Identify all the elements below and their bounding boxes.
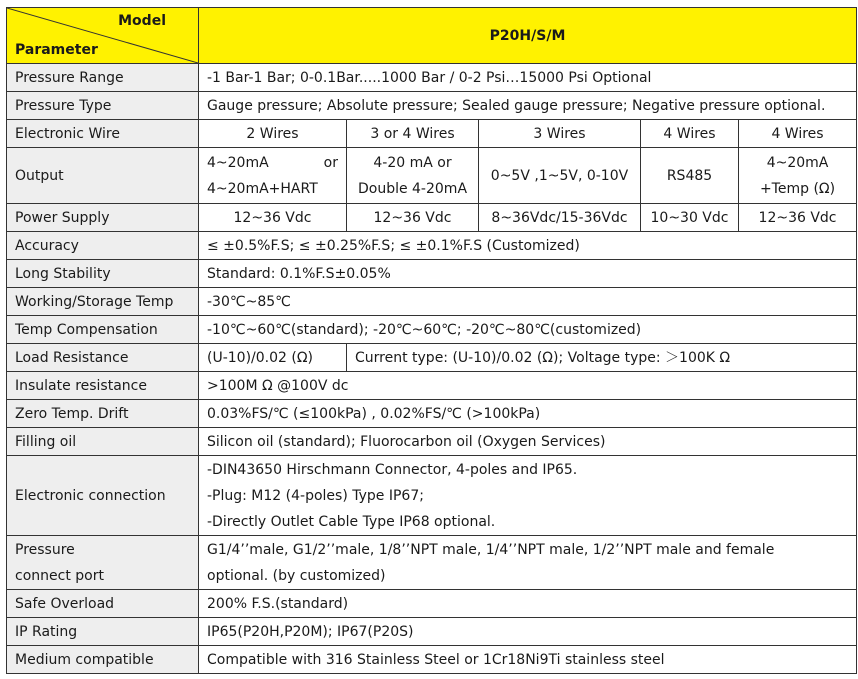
output-text: Double 4-20mA [357,180,468,197]
row-value: Gauge pressure; Absolute pressure; Sealed gauge pressure; Negative pressure optional. [199,92,857,120]
output-line [207,150,338,176]
output-cell [347,148,479,204]
row-label: Filling oil [7,428,199,456]
connection-line: -DIN43650 Hirschmann Connector, 4-poles and IP65. [207,461,578,478]
output-cell [739,148,857,204]
row-electronic-wire [7,120,857,148]
row-label-line: connect port [15,567,104,584]
power-cell: 12~36 Vdc [347,204,479,232]
row-label: Pressure Range [7,64,199,92]
model-value: P20H/S/M [199,8,857,64]
output-text: 4~20mA+HART [207,180,318,197]
row-label: Accuracy [7,232,199,260]
power-cell: 10~30 Vdc [641,204,739,232]
row-value: Standard: 0.1%F.S±0.05% [199,260,857,288]
row-electronic-connection [7,456,857,536]
model-header-label: Model [118,13,166,29]
header-row [7,8,857,64]
row-safe-overload [7,590,857,618]
power-cell: 8~36Vdc/15-36Vdc [479,204,641,232]
spec-table [6,7,857,674]
row-label: Working/Storage Temp [7,288,199,316]
row-label: Safe Overload [7,590,199,618]
row-filling-oil [7,428,857,456]
row-label: Power Supply [7,204,199,232]
row-value: IP65(P20H,P20M); IP67(P20S) [199,618,857,646]
row-label: Long Stability [7,260,199,288]
row-label: Load Resistance [7,344,199,372]
output-text: 4~20mA [766,154,829,171]
row-insulate-resistance [7,372,857,400]
output-text: or [323,154,338,171]
row-accuracy [7,232,857,260]
port-line: G1/4’’male, G1/2’’male, 1/8’’NPT male, 1/4’’NPT male, 1/2’’NPT male and female [207,541,775,558]
row-value: Compatible with 316 Stainless Steel or 1Cr18Ni9Ti stainless steel [199,646,857,674]
parameter-header-label: Parameter [15,42,98,58]
row-label: Temp Compensation [7,316,199,344]
output-cell: 0~5V ,1~5V, 0-10V [479,148,641,204]
wire-cell: 3 Wires [479,120,641,148]
row-label: IP Rating [7,618,199,646]
row-output [7,148,857,204]
row-load-resistance [7,344,857,372]
wire-cell: 3 or 4 Wires [347,120,479,148]
row-value: 200% F.S.(standard) [199,590,857,618]
row-value: -10℃~60℃(standard); -20℃~60℃; -20℃~80℃(customized) [199,316,857,344]
connection-line: -Plug: M12 (4-poles) Type IP67; [207,487,424,504]
connection-line: -Directly Outlet Cable Type IP68 optional. [207,513,496,530]
output-text: 4~20mA [207,154,269,171]
row-label: Insulate resistance [7,372,199,400]
row-label: Electronic connection [7,456,199,536]
row-zero-temp-drift [7,400,857,428]
row-value [199,456,857,536]
row-value [199,536,857,590]
output-text: 4-20 mA or [373,154,452,171]
row-label [7,536,199,590]
wire-cell: 2 Wires [199,120,347,148]
row-label-line: Pressure [15,541,75,558]
output-cell: RS485 [641,148,739,204]
row-medium-compatible [7,646,857,674]
model-parameter-cell [7,8,199,64]
row-value: (U-10)/0.02 (Ω) [199,344,347,372]
row-value: Silicon oil (standard); Fluorocarbon oil (Oxygen Services) [199,428,857,456]
row-power-supply [7,204,857,232]
port-line: optional. (by customized) [207,567,386,584]
power-cell: 12~36 Vdc [199,204,347,232]
row-value: -30℃~85℃ [199,288,857,316]
output-cell [199,148,347,204]
row-temp-compensation [7,316,857,344]
row-label: Zero Temp. Drift [7,400,199,428]
row-value: Current type: (U-10)/0.02 (Ω); Voltage type: ＞100K Ω [347,344,857,372]
row-label: Output [7,148,199,204]
row-working-temp [7,288,857,316]
row-value: 0.03%FS/℃ (≤100kPa) , 0.02%FS/℃ (>100kPa) [199,400,857,428]
output-text: +Temp (Ω) [759,180,836,197]
wire-cell: 4 Wires [641,120,739,148]
row-label: Medium compatible [7,646,199,674]
row-ip-rating [7,618,857,646]
row-value: ≤ ±0.5%F.S; ≤ ±0.25%F.S; ≤ ±0.1%F.S (Customized) [199,232,857,260]
row-pressure-port [7,536,857,590]
row-pressure-range [7,64,857,92]
row-label: Electronic Wire [7,120,199,148]
row-value: >100M Ω @100V dc [199,372,857,400]
row-long-stability [7,260,857,288]
row-pressure-type [7,92,857,120]
power-cell: 12~36 Vdc [739,204,857,232]
row-label: Pressure Type [7,92,199,120]
wire-cell: 4 Wires [739,120,857,148]
row-value: -1 Bar-1 Bar; 0-0.1Bar.....1000 Bar / 0-2 Psi…15000 Psi Optional [199,64,857,92]
